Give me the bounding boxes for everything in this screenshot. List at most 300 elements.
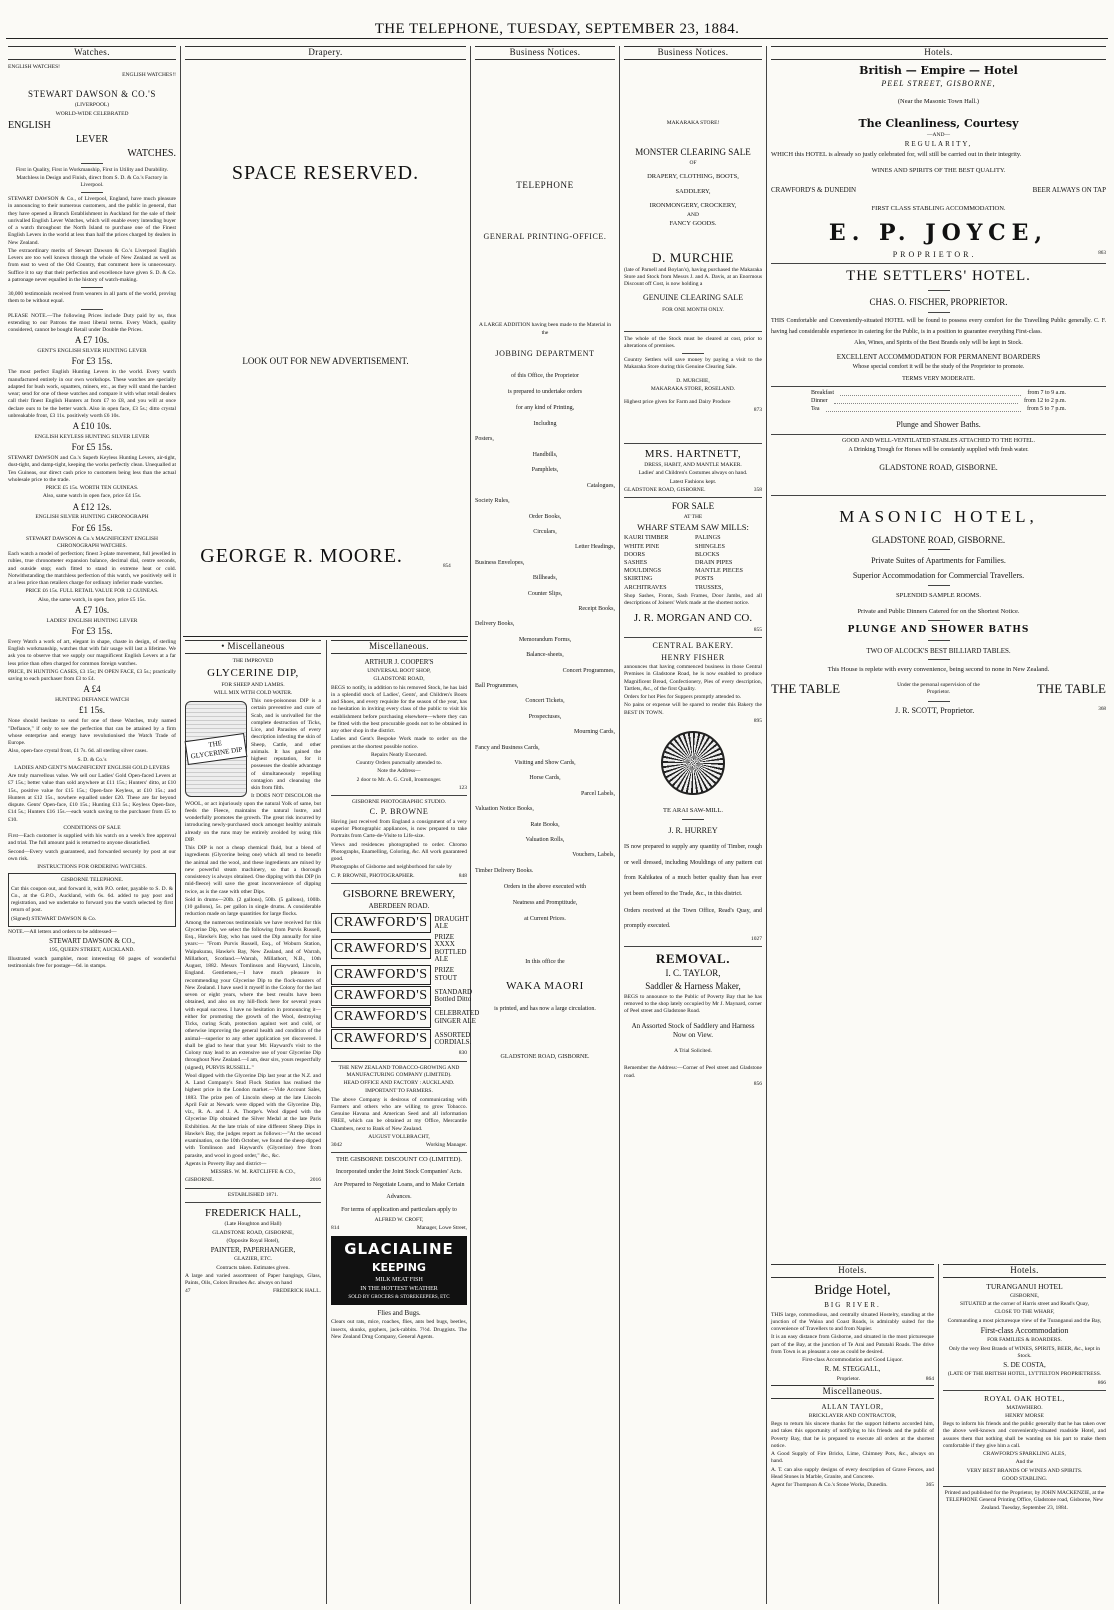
ad-body: No pains or expense will be spared to render this Bakery the BEST IN TOWN. — [624, 702, 762, 716]
column-divider — [470, 46, 471, 1604]
ad-text: First in Quality, First in Workmanship, First in Utility and Durability. Matchless in Design and Finish, direct from S. D. & Co.'s Factory in Liverpool. — [15, 167, 169, 188]
ad-title: GISBORNE BREWERY, — [342, 887, 456, 900]
crawford-product: PRIZE XXXX BOTTLED ALE — [434, 933, 467, 964]
tin-label: THE GLYCERINE DIP — [185, 733, 248, 766]
printing-item: Rate Books, — [530, 821, 560, 828]
divider — [185, 1188, 321, 1189]
printing-item: Concert Programmes, — [562, 667, 615, 674]
price-heading: £1 15s. — [78, 705, 105, 716]
ad-body: Wool dipped with the Glycerine Dip last year at the N.Z. and A. Land Company's Stud Flock Station has realised the highest price in the London market.—Vide Account Sales, 1883. The prize pen of Lincoln sheep at the late Lincoln April Fair at Newark were dipped with the Glycerine Dip, viz., R. A. and J. A. Thorpe's. Wool dipped with the Glycerine Dip obtained the Silver Medal at the late Paris Exhibition. At the late trials of nine different Sheep Dips in Hawke's Bay, the judges report as follows:—"At the second examination, on the 10th October, we found the sheep dipped with Tomlinson and Hayward's (Glycerine) free from parasite, and wool in good order," &c., &c. — [185, 1072, 321, 1159]
ad-text: PEEL STREET, GISBORNE, — [881, 79, 996, 89]
divider — [943, 1390, 1106, 1391]
ad-text: STEWART DAWSON & CO., — [49, 937, 135, 946]
printing-item: Order Books, — [528, 513, 562, 520]
crawford-brand: CRAWFORD'S — [331, 1029, 431, 1049]
ad-text: C. P. BROWNE, PHOTOGRAPHER. — [331, 872, 415, 879]
ad-text: is prepared to undertake orders — [507, 389, 583, 396]
ad-text: is printed, and has now a large circulation. — [494, 1005, 596, 1012]
ad-title: ARTHUR J. COOPER'S — [364, 657, 434, 666]
ad-text: Superior Accommodation for Commercial Travellers. — [852, 570, 1025, 580]
ad-number: 814 — [331, 1225, 340, 1232]
ad-text: Country Orders punctually attended to. — [356, 760, 442, 767]
printing-item: Pamphlets, — [531, 467, 559, 474]
ad-title: TE ARAI SAW-MILL. — [663, 807, 723, 815]
ad-title: MASONIC HOTEL, — [839, 507, 1038, 527]
ad-text: CLOSE TO THE WHARF, — [994, 1309, 1055, 1316]
ad-text: LADIES' ENGLISH HUNTING LEVER — [46, 617, 138, 624]
crawford-product: DRAUGHT ALE — [434, 914, 469, 930]
short-rule — [81, 287, 103, 288]
ad-text: FIRST CLASS STABLING ACCOMMODATION. — [871, 204, 1006, 212]
ad-text: THE IMPROVED — [232, 657, 274, 664]
ad-text: REGULARITY, — [904, 140, 973, 149]
ad-text: Repairs Neatly Executed. — [370, 751, 428, 758]
ad-text: For terms of application and particulars apply to — [341, 1206, 457, 1213]
ad-body: A. T. can also supply designs of every description of Grave Fences, and Head Stones in Marble, Granite, and Concrete. — [771, 1466, 934, 1480]
ad-text: ABERDEEN ROAD. — [368, 902, 430, 911]
divider — [771, 263, 1106, 264]
ad-text: AUGUST VOLLBRACHT, — [368, 1133, 430, 1140]
ad-title: J. R. MORGAN AND CO. — [633, 612, 753, 625]
ad-number: 863 — [1098, 249, 1106, 256]
ad-text: A Trial Solicited. — [674, 1048, 712, 1055]
ad-text: CONDITIONS OF SALE — [63, 824, 121, 831]
ad-title: THE SETTLERS' HOTEL. — [846, 268, 1031, 285]
short-rule — [81, 163, 103, 164]
ad-text: PROPRIETOR. — [892, 249, 977, 259]
ad-title: GISBORNE PHOTOGRAPHIC STUDIO. — [351, 799, 447, 806]
printing-item: Prospectuses, — [528, 713, 562, 720]
ad-text: A LARGE ADDITION having been made to the Material in the — [478, 322, 612, 336]
ad-text: VERY BEST BRANDS OF WINES AND SPIRITS. — [966, 1467, 1083, 1474]
short-rule — [682, 353, 704, 354]
printing-item: Ball Programmes, — [475, 682, 519, 689]
ad-text: Latest Fashions kept. — [669, 478, 717, 485]
ad-number: 873 — [753, 407, 762, 414]
printing-item: Billheads, — [532, 575, 558, 582]
divider — [331, 1152, 467, 1153]
section-header: Miscellaneous. — [771, 1385, 934, 1399]
ad-text: Agent for Thompson & Co.'s Stone Works, Dunedin. — [771, 1482, 888, 1489]
price-heading: A £7 10s. — [74, 335, 110, 346]
timber-item: SASHES — [624, 558, 648, 566]
ad-title: GLADSTONE ROAD, GISBORNE. — [879, 462, 998, 472]
timber-item: TRUSSES, — [695, 583, 724, 591]
ad-text: HUNTING DEFIANCE WATCH — [55, 697, 129, 704]
meal-time: from 12 to 2 p.m. — [1024, 398, 1066, 405]
printing-item: Fancy and Business Cards, — [475, 744, 540, 751]
ad-text: (Opposite Royal Hotel), — [226, 1237, 280, 1244]
masthead-rule — [6, 38, 1108, 39]
ad-text: (Near the Masonic Town Hall.) — [897, 97, 980, 105]
ad-text: Ales, Wines, and Spirits of the Best Brands only will be kept in Stock. — [854, 339, 1023, 346]
leader-dots — [840, 390, 1021, 396]
ad-title: STEWART DAWSON & CO.'S — [28, 89, 156, 100]
ad-text: TERMS VERY MODERATE. — [902, 375, 975, 382]
hotels-column — [769, 46, 1108, 1261]
timber-list-left — [624, 534, 691, 591]
ad-text: MAKARAKA STORE! — [666, 119, 720, 126]
ad-number: 864 — [925, 1375, 934, 1382]
ad-text: HEAD OFFICE AND FACTORY : AUCKLAND. — [343, 1080, 455, 1087]
ad-text: BIG RIVER. — [824, 1301, 881, 1310]
ad-title: The Cleanliness, Courtesy — [858, 116, 1019, 130]
ad-title: PLUNGE AND SHOWER BATHS — [847, 624, 1030, 635]
printing-item: Circulars, — [533, 528, 557, 535]
ad-text: Neatness and Promptitude, — [512, 899, 578, 906]
glacialine-text: IN THE HOTTEST WEATHER — [360, 1285, 438, 1292]
ad-text: BEER ALWAYS ON TAP — [1032, 185, 1106, 194]
ad-title: THE TABLE — [771, 681, 841, 697]
ad-text: (LIVERPOOL) — [74, 102, 110, 109]
ad-text: GLADSTONE ROAD, GISBORNE. — [624, 486, 706, 493]
ad-text: 2 door to Mr. A. G. Croll, Ironmonger. — [356, 776, 442, 783]
ad-body: Clears out rats, mice, roaches, flies, ants bed bugs, beetles, insects, skunks, gophers, jack-rabbits. 7½d. Druggists. The New Zealand Drug Company, General Agents. — [331, 1319, 467, 1340]
ad-text: ESTABLISHED 1871. — [227, 1191, 279, 1198]
ad-title: Saddler & Harness Maker, — [645, 981, 741, 992]
printing-item: Visiting and Show Cards, — [514, 760, 576, 766]
masthead — [0, 0, 1114, 40]
ad-body: WHICH this HOTEL is already so justly celebrated for, will still be carried out in their integrity. — [771, 150, 1022, 158]
short-rule — [928, 701, 950, 702]
ad-number: 368 — [1098, 705, 1106, 712]
ad-text: Also, the same watch, in open face, price £5 15s. — [38, 596, 146, 603]
printing-item: Mourning Cards, — [574, 729, 615, 736]
ad-body: Are truly marvellous value. We sell our Ladies' Gold Open-faced Levers at £7 15s.; better value than sold anywhere at £11 15s.; Hunters' ditto, at £10 15s., positive value for £15 15s.; Open-face Keyless, at £10 15s.; and Hunters at £12 15s., nowhere equalled under £20. These are far beyond dispute. Gents' Open-face, £10 15s.; Hunting £13 5s.; Keyless Open-face, £14 5s.; Hunters £16 15s.—each watch saving to the purchaser from £5 to £10. — [8, 773, 176, 823]
ad-title: British — Empire — Hotel — [859, 63, 1018, 77]
ad-body: Shop Sashes, Fronts, Sash Frames, Door Jambs, and all descriptions of Joiners' Work made at the shortest notice. — [624, 592, 762, 606]
glycerine-tin-image — [185, 701, 247, 797]
ad-text: GOOD STABLING. — [1001, 1475, 1048, 1482]
short-rule — [928, 659, 950, 660]
ad-body: First—Each customer is supplied with his watch on a week's free approval and trial. The full amount paid is returned to anyone dissatisfied. — [8, 833, 176, 847]
ad-text: NOTE.—All letters and orders to be addressed— — [8, 928, 117, 935]
ad-text: Incorporated under the Joint Stock Companies' Acts. — [335, 1168, 463, 1175]
ad-body: Ladies and Gent's Bespoke Work made to order on the premises at the shortest possible notice. — [331, 736, 467, 750]
ad-number: 1027 — [751, 935, 762, 942]
ad-title: GENUINE CLEARING SALE — [643, 292, 743, 302]
printing-item: Society Rules, — [475, 498, 510, 505]
ad-text: ENGLISH KEYLESS HUNTING SILVER LEVER — [34, 433, 150, 440]
ad-body: Sold in drums—20lb. (2 gallons), 50lb. (5 gallons), 100lb. (10 gallons), 5s. per gallon in single drums. A considerable reduction made on large quantities for large flocks. — [185, 896, 321, 918]
ad-body: Orders for hot Pies for Suppers promptly attended to. — [624, 694, 742, 701]
masthead-title: THE TELEPHONE, TUESDAY, SEPTEMBER 23, 1884. — [374, 21, 740, 37]
ad-title: ALLAN TAYLOR, — [821, 1402, 884, 1411]
section-header: • Miscellaneous — [185, 640, 321, 654]
ad-text: DRESS, HABIT, AND MANTLE MAKER. — [644, 462, 742, 469]
imprint: Printed and published for the Proprietor, by JOHN MACKENZIE, at the TELEPHONE General Printing Office, Gladstone road, Gisborne, New Zealand. Tuesday, September 23, 1884. — [944, 1490, 1105, 1511]
ad-text: DRAPERY, CLOTHING, BOOTS, — [647, 173, 739, 181]
column-divider — [766, 46, 767, 1604]
ad-text: UNIVERSAL BOOT SHOP, — [367, 668, 431, 675]
ad-text: GISBORNE, — [1010, 1292, 1039, 1299]
ad-body: The whole of the Stock must be cleared at cost, prior to alterations of premises. — [624, 335, 762, 349]
printing-item: Valuation Notice Books, — [475, 806, 534, 813]
ad-text: CRAWFORD'S SPARKLING ALES, — [983, 1451, 1066, 1458]
ad-text: Commanding a most picturesque view of the Turanganui and the Bay, — [947, 1317, 1102, 1324]
price-heading: For £3 15s. — [71, 356, 113, 367]
ad-body: It DOES NOT DISCOLOR the WOOL, or act injuriously upon the natural Yolk of same, but feeds the Fleece, maintains the natural lustre, and wonderfully promotes the growth. The great risk incurred by introducing newly-purchased stock amongst healthy animals already on the runs may be entirely avoided by using this DIP. — [185, 793, 321, 843]
ad-title: FREDERICK HALL, — [205, 1206, 301, 1219]
leader-dots — [834, 398, 1018, 404]
section-header: Miscellaneous. — [331, 640, 467, 654]
short-rule — [928, 585, 950, 586]
crawford-product: ASSORTED CORDIALS. — [434, 1030, 472, 1047]
ad-number: 47 — [185, 1288, 191, 1295]
ad-text: Private Suites of Apartments for Families. — [871, 556, 1006, 566]
price-heading: A £12 12s. — [72, 501, 112, 512]
ad-text: J. R. SCOTT, Proprietor. — [895, 705, 975, 715]
ad-text: Orders in the above executed with — [503, 883, 587, 890]
timber-item: MANTLE PIECES — [695, 567, 743, 575]
printing-item: Balance-sheets, — [526, 652, 564, 659]
ad-title: Bridge Hotel, — [814, 1282, 891, 1298]
short-rule — [682, 819, 704, 820]
ad-text: HENRY MORSE — [1005, 1412, 1044, 1419]
ad-text: FOR ONE MONTH ONLY. — [662, 307, 724, 314]
ad-text: GLADSTONE ROAD, — [373, 676, 425, 683]
timber-item: MOULDINGS — [624, 567, 662, 575]
ad-text: Whose special comfort it will be the study of the Proprietor to promote. — [852, 363, 1025, 370]
ad-title: SPACE RESERVED. — [231, 161, 420, 184]
crawford-brand: CRAWFORD'S — [331, 913, 431, 933]
short-rule — [928, 549, 950, 550]
ad-number: 358 — [753, 486, 762, 493]
ad-body: The above Company is desirous of communicating with Farmers and others who are willing to grow Tobacco. Genuine Havana and American Seed and all information FREE, which can be obtained at my Office, Mercantile Chambers, next to Bank of New Zealand. — [331, 1096, 467, 1132]
ad-text: ALFRED W. CROFT, — [374, 1216, 424, 1223]
order-coupon — [8, 873, 176, 927]
meal-time: from 5 to 7 p.m. — [1027, 406, 1066, 413]
meal-name: Dinner — [811, 398, 828, 405]
ad-text: And the — [1015, 1459, 1034, 1466]
price-heading: For £3 15s. — [71, 625, 113, 636]
misc-column-1 — [183, 640, 323, 1604]
ad-body: The most perfect English Hunting Levers in the world. Every watch manufactured entirely in our own workshops. These watches are specially adapted for bush work, squatters, miners, etc., as they will stand the hardest wear; send for one of these watches and compare it with what retail dealers call their finest English Hunters at from £7 to £8, and you will at once declare ours to be the better watch. Also in open face, £3 5s.; ditto crystal unbreakable front, £3 11s. positively worth £6 10s. — [8, 369, 176, 419]
divider — [331, 883, 467, 884]
ad-number: 123 — [458, 784, 467, 791]
crawford-product: PRIZE STOUT — [434, 966, 457, 982]
ad-text: LADIES AND GENT'S MAGNIFICENT ENGLISH GOLD LEVERS — [14, 764, 170, 771]
ad-body: Views and residences photographed to order. Chromo Photographs, Enamelling, Coloring, &c. All work guaranteed good. — [331, 841, 467, 863]
ad-title: TELEPHONE — [516, 179, 574, 190]
ad-text: MAKARAKA STORE, ROSELAND. — [650, 385, 736, 392]
ad-number: 855 — [753, 626, 762, 633]
price-heading: A £7 10s. — [74, 604, 110, 615]
section-header: Watches. — [8, 46, 176, 60]
divider — [331, 1061, 467, 1062]
ad-number: 854 — [442, 562, 451, 569]
ad-title: C. P. BROWNE — [369, 807, 429, 817]
ad-body: 30,000 testimonials received from wearers in all parts of the world, proving them to be without equal. — [8, 291, 176, 305]
timber-list — [624, 534, 762, 591]
ad-number: 2016 — [310, 1177, 321, 1184]
ad-body: A large and varied assortment of Paper hangings, Glass, Paints, Oils, Colors Brushes &c. always on hand — [185, 1272, 321, 1287]
ad-text: ENGLISH WATCHES!! — [122, 72, 176, 79]
ad-text: Ladies' and Children's Costumes always on hand. — [638, 470, 748, 477]
ad-title: THE NEW ZEALAND TOBACCO-GROWING AND MANUFACTURING COMPANY (LIMITED). — [338, 1064, 460, 1078]
ad-title: THE TABLE — [1036, 681, 1106, 697]
timber-item: SKIRTING — [624, 575, 653, 583]
section-header: Business Notices. — [475, 46, 615, 60]
ad-body: This DIP is not a cheap chemical fluid, but a blend of ingredients (Glycerine being one) which all tend to benefit the animal and the wool, and these ingredients are mixed by new powerful steam machinery, so that a thorough consistency is always obtained. One dipping with this DIP (in mid-fleece) will save the great inconvenience of dipping twice, as is the case with other Dips. — [185, 845, 321, 895]
short-rule — [81, 309, 103, 310]
timber-item: BLOCKS — [695, 550, 720, 558]
section-header: Hotels. — [943, 1264, 1106, 1278]
divider — [771, 386, 1106, 387]
ad-text: FOR SHEEP AND LAMBS. — [221, 681, 285, 688]
ad-body: BEGS to announce to the Public of Poverty Bay that he has removed to the shop lately occupied by Mr J. Maynard, corner of Peel street and Gladstone Road. — [624, 993, 762, 1015]
glacialine-title: GLACIALINE — [344, 1240, 454, 1259]
ad-body: THIS Comfortable and Conveniently-situated HOTEL will be found to possess every comfort for the Travelling Public generally. C. F. having had considerable experience in catering for the Public, is in a position to guarantee everything First-class. — [771, 317, 1106, 336]
price-heading: For £5 15s. — [71, 442, 113, 453]
ad-text: S. D. & Co.'s — [77, 756, 107, 763]
ad-text: at Current Prices. — [524, 915, 566, 922]
ad-text: OF — [689, 160, 697, 166]
meal-name: Tea — [811, 406, 820, 413]
timber-item: WHITE PINE — [624, 542, 660, 550]
coupon-text: Cut this coupon out, and forward it, with P.O. order, payable to S. D. & Co., at the G.P.O., Auckland, with 6s. 6d. added to pay post and registration, and we undertake to forward you the watch selected by first return of post. — [11, 885, 173, 914]
crawford-product: STANDARD Bottled Ditto — [434, 987, 473, 1004]
ad-number: 866 — [1097, 1379, 1106, 1386]
hotels-column-2 — [769, 1264, 936, 1604]
divider — [185, 1202, 321, 1203]
ad-text: Are Prepared to Negotiate Loans, and to Make Certain Advances. — [333, 1181, 465, 1200]
divider — [624, 331, 762, 332]
ad-text: Including — [533, 421, 557, 428]
ad-text: Under the personal supervision of the Proprietor. — [897, 681, 980, 695]
ad-title: MRS. HARTNETT, — [644, 447, 742, 460]
ad-title: E. P. JOYCE, — [828, 220, 1049, 247]
printing-item: Counter Slips, — [527, 590, 563, 597]
misc-column-2 — [329, 640, 480, 1604]
divider — [943, 1486, 1106, 1487]
ad-text: Agents in Poverty Bay and district— — [185, 1160, 267, 1167]
ad-text: MESSRS. W. M. RATCLIFFE & CO., — [210, 1169, 296, 1176]
crawford-product: CELEBRATED GINGER ALE — [434, 1009, 480, 1025]
ad-title: LOOK OUT FOR NEW ADVERTISEMENT. — [242, 356, 409, 367]
meal-times-table — [771, 390, 1106, 414]
ad-signature — [185, 543, 466, 569]
hotels-column-3 — [941, 1264, 1108, 1604]
ad-title: An Assorted Stock of Saddlery and Harness Now on View. — [631, 1021, 755, 1039]
ad-title: First-class Accommodation — [980, 1325, 1069, 1335]
ad-text: AND — [687, 211, 699, 218]
crawford-product-row — [331, 965, 467, 985]
ad-title: WAKA MAORI — [506, 980, 584, 993]
divider — [771, 434, 1106, 435]
ad-text: ENGLISH WATCHES! — [8, 63, 60, 70]
ad-body: BEGS to notify, in addition to his removed Stock, he has laid in a splendid stock of Ladies', Gents', and Children's Boots and Shoes, and every requisite for the season of the year, has no hesitation in inviting every class of the public to visit his establishment before purchasing elsewhere—where they can be fitted with the best procurable goods not to be obtained in any other shop in the district. — [331, 684, 467, 735]
ad-text: CRAWFORD'S & DUNEDIN — [771, 185, 857, 194]
ad-text: Proprietor. — [836, 1375, 861, 1382]
timber-item: DRAIN PIPES — [695, 558, 733, 566]
ad-text: FOR FAMILIES & BOARDERS. — [987, 1337, 1062, 1344]
glacialine-text: SOLD BY GROCERS & STOREKEEPERS, ETC — [348, 1294, 450, 1300]
section-rule — [183, 636, 468, 637]
timber-item: POSTS — [695, 575, 714, 583]
ad-body: Illustrated watch pamphlet, most interesting 60 pages of wonderful testimonials free for postage—6d. in stamps. — [8, 955, 176, 969]
price-heading: A £10 10s. — [72, 421, 112, 432]
printing-item: Receipt Books, — [578, 605, 615, 612]
crawford-brand: CRAWFORD'S — [331, 965, 431, 985]
ad-text: EXCELLENT ACCOMMODATION FOR PERMANENT BOARDERS — [836, 353, 1041, 362]
ad-body: STEWART DAWSON & Co., of Liverpool, England, have much pleasure in announcing to their numerous customers, and the public in general, that they have opened a Branch Establishment in Auckland for the sale of their unrivalled English Lever Watches, which will enable every intending buyer of a watch throughout the North Island to purchase one of the Finest English Levers in the world at less than half the prices charged by dealers in New Zealand. — [8, 196, 176, 246]
column-divider — [938, 1264, 939, 1604]
printing-item: Memorandum Forms, — [518, 636, 572, 643]
printing-item: Concert Tickets, — [525, 698, 565, 705]
ad-body: THIS large, commodious, and centrally situated Hostelry, standing at the junction of the Waioa and Coast Roads, is admirably suited for the convenience of Travellers to and from Napier. — [771, 1311, 934, 1333]
ad-body: It is an easy distance from Gisborne, and situated in the most picturesque part of the Bay, at the junction of Te Arai and Patutahi Roads. The drive from Town is as pleasant a one as could be desired. — [771, 1334, 934, 1355]
ad-body: Second—Every watch guaranteed, and forwarded securely by post at our own risk. — [8, 848, 176, 862]
glacialine-text: MILK MEAT FISH — [375, 1276, 423, 1283]
ad-title: J. R. HURREY — [668, 825, 718, 835]
ad-text: (LATE OF THE BRITISH HOTEL, LYTTELTON PROPRIETRESS. — [947, 1371, 1102, 1378]
ad-title: GLADSTONE ROAD, GISBORNE. — [871, 534, 1006, 545]
divider — [771, 495, 1106, 496]
crawford-product-row — [331, 1007, 480, 1027]
short-rule — [928, 620, 950, 621]
short-rule — [928, 640, 950, 641]
ad-text: STEWART DAWSON & Co.'s MAGNIFICENT ENGLISH CHRONOGRAPH WATCHES. — [25, 535, 159, 549]
ad-text: Working Manager. — [425, 1142, 467, 1149]
timber-item: DOORS — [624, 550, 645, 558]
ad-body: Every Watch a work of art, elegant in shape, chaste in design, of sterling English workmanship, watches that with fair usage will last a lifetime. We ask you to observe that we supply our magnificent English Levers at a far less price than often charged for common foreign watches. — [8, 638, 176, 667]
ad-text: WILL MIX WITH COLD WATER. — [213, 689, 293, 696]
ad-title: REMOVAL. — [655, 950, 731, 966]
ad-body: PRICE, IN HUNTING CASES, £3 15s; IN OPEN FACE, £3 5s.; practically saving to each purchaser from £3 to £4. — [8, 668, 176, 683]
ad-body: A Good Supply of Fire Bricks, Lime, Chimney Pots, &c., always on hand. — [771, 1451, 934, 1465]
ad-text: BRICKLAYER AND CONTRACTOR, — [808, 1412, 897, 1419]
ad-title: LEVER — [75, 133, 109, 145]
meal-time-row — [811, 406, 1066, 414]
ad-number: 3042 — [331, 1142, 342, 1149]
short-rule — [928, 312, 950, 313]
ad-text: GLADSTONE ROAD, GISBORNE, — [212, 1229, 294, 1236]
ad-text: FANCY GOODS. — [669, 220, 717, 228]
drapery-column — [183, 46, 468, 636]
ad-title: WATCHES. — [127, 148, 176, 160]
ad-text: TWO OF ALCOCK'S BEST BILLIARD TABLES. — [866, 646, 1011, 655]
crawford-brand: CRAWFORD'S — [331, 986, 431, 1006]
timber-item: SHINGLES — [695, 542, 725, 550]
ad-text: Only the very Best Brands of WINES, SPIRITS, BEER, &c., kept in Stock. — [948, 1345, 1101, 1359]
ad-text: Private and Public Dinners Catered for on the Shortest Notice. — [857, 608, 1020, 616]
timber-item: KAURI TIMBER — [624, 534, 669, 542]
ad-body: Having just received from England a consignment of a very superior Photographic appliances, is now prepared to take Portraits from Carte-de-Visite to Life-size. — [331, 818, 467, 840]
ad-body: announces that having commenced business in those Central Premises in Gladstone Road, he is now enabled to produce Magnificent Bread, Confectionery, Pies of every description, Tartlets, &c., of the first Quality. — [624, 664, 762, 692]
ad-text: MATAWHERO. — [1006, 1404, 1043, 1411]
crawford-product-list — [331, 913, 480, 1050]
ad-body: Country Settlers will save money by paying a visit to the Makaraka Store during this Genuine Clearing Sale. — [624, 357, 762, 371]
ad-text: of this Office, the Proprietor — [510, 373, 580, 380]
ad-text: D. MURCHIE, — [676, 377, 710, 384]
ad-body: IS now prepared to supply any quantity of Timber, rough or well dressed, including Mouldings of any pattern cut from Kahikatea of a much better quality than has ever yet been offered to the Trade, &c., in this district. — [624, 844, 762, 897]
ad-title: CHAS. O. FISCHER, PROPRIETOR. — [869, 296, 1008, 307]
ad-text: Manager, Lowe Street, — [416, 1225, 467, 1232]
ad-body: Begs to inform his friends and the public generally that he has taken over the above well-known and conveniently-situated roadside Hotel, and assures them that nothing shall be wanting on his part to make them comfortable if they give him a call. — [943, 1421, 1106, 1449]
ad-text: WINES AND SPIRITS OF THE BEST QUALITY. — [871, 167, 1006, 175]
crawford-brand: CRAWFORD'S — [331, 1007, 431, 1027]
ad-title: D. MURCHIE — [652, 249, 734, 265]
printing-item: Horse Cards, — [529, 775, 561, 782]
ad-body: None should hesitate to send for one of these Watches, truly named "Defiance," if only to see the perfection that can be attained by a firm whose enterprise and energy have revolutionised the Watch Trade of Europe. — [8, 718, 176, 747]
ad-text: for any kind of Printing, — [515, 405, 575, 412]
ad-title: JOBBING DEPARTMENT — [495, 348, 595, 358]
saw-blade-image — [661, 731, 725, 795]
ad-title: GENERAL PRINTING-OFFICE. — [483, 231, 607, 241]
printing-item: Business Envelopes, — [475, 559, 525, 566]
ad-title: CENTRAL BAKERY. — [652, 640, 734, 650]
